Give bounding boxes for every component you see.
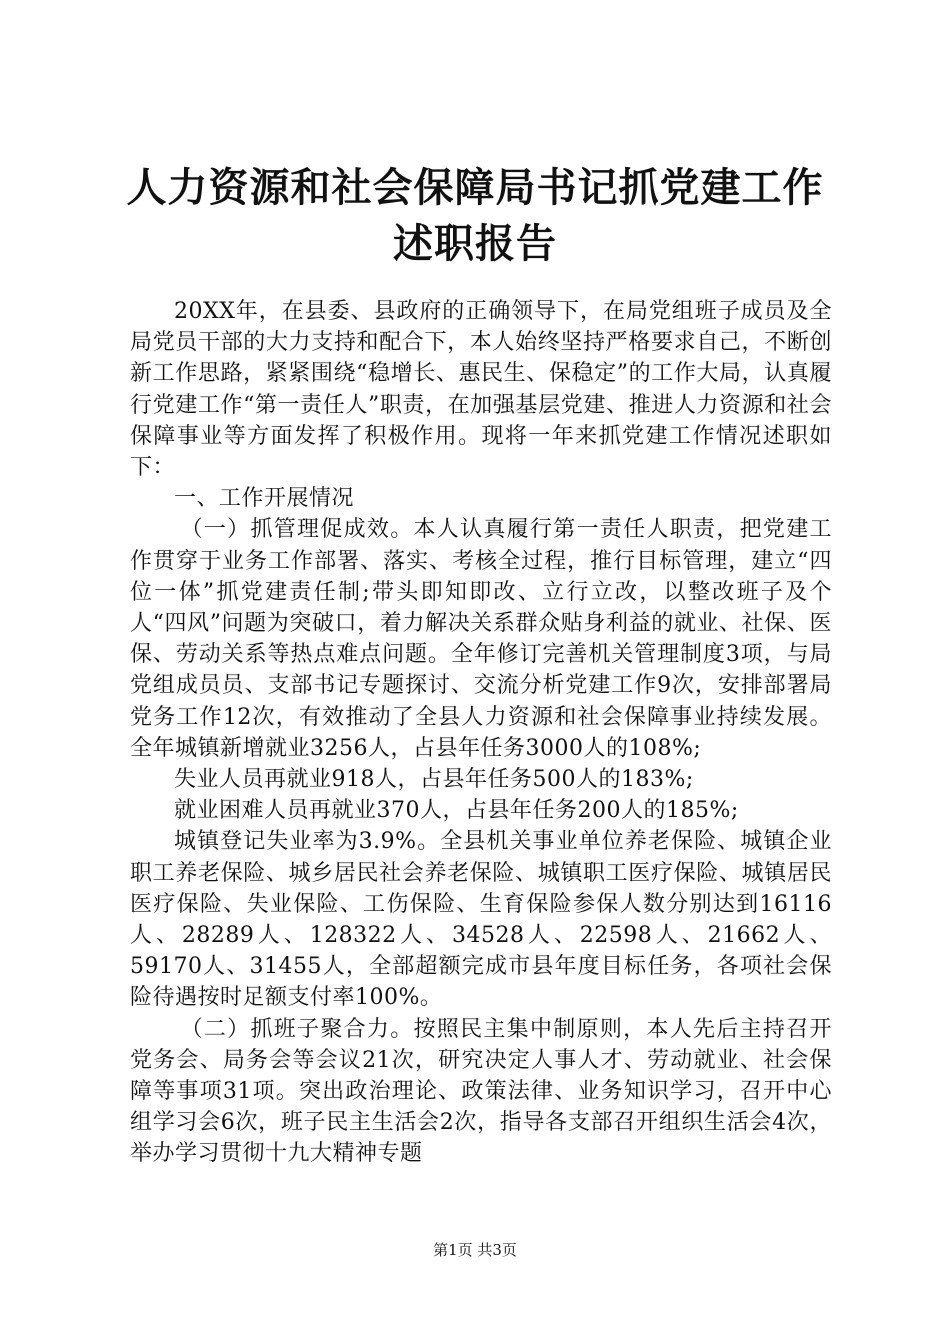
intro-paragraph: 20XX年，在县委、县政府的正确领导下，在局党组班子成员及全局党员干部的大力支持和配合下，本人始终坚持严格要求自己，不断创新工作思路，紧紧围绕“稳增长、惠民生、保稳定”的工作大局，认真履行党建工作“第一责任人”职责，在加强基层党建、推进人力资源和社会保障事业等方面发挥了积极作用。现将一年来抓党建工作情况述职如下： [130,299,832,481]
paragraph-insurance-stats: 城镇登记失业率为3.9%。全县机关事业单位养老保险、城镇企业职工养老保险、城乡居民社会养老保险、城镇职工医疗保险、城镇居民医疗保险、失业保险、工伤保险、生育保险参保人数分别达到16116人、28289人、128322人、34528人、22598人、21662人、59170人、31455人，全部超额完成市县年度目标任务，各项社会保险待遇按时足额支付率100%。 [130,829,832,1011]
document-body [130,296,832,1170]
document-title: 人力资源和社会保障局书记抓党建工作述职报告 [126,165,824,267]
subsection-paragraph-2: （二）抓班子聚合力。按照民主集中制原则，本人先后主持召开党务会、局务会等会议21次，研究决定人事人才、劳动就业、社会保障等事项31项。突出政治理论、政策法律、业务知识学习，召开中心组学习会6次，班子民主生活会2次，指导各支部召开组织生活会4次，举办学习贯彻十九大精神专题 [130,1016,832,1167]
paragraph-difficult-reemployment: 就业困难人员再就业370人，占县年任务200人的185%; [174,798,739,824]
paragraph-unemployed-reemployment: 失业人员再就业918人，占县年任务500人的183%; [174,767,694,793]
subsection-paragraph-1: （一）抓管理促成效。本人认真履行第一责任人职责，把党建工作贯穿于业务工作部署、落实、考核全过程，推行目标管理，建立“四位一体”抓党建责任制;带头即知即改、立行立改，以整改班子及个人“四风”问题为突破口，着力解决关系群众贴身利益的就业、社保、医保、劳动关系等热点难点问题。全年修订完善机关管理制度3项，与局党组成员员、支部书记专题探讨、交流分析党建工作9次，安排部署局党务工作12次，有效推动了全县人力资源和社会保障事业持续发展。全年城镇新增就业3256人，占县年任务3000人的108%; [130,517,832,761]
page-number-footer: 第1页 共3页 [433,1241,517,1259]
section-heading: 一、工作开展情况 [174,486,355,512]
